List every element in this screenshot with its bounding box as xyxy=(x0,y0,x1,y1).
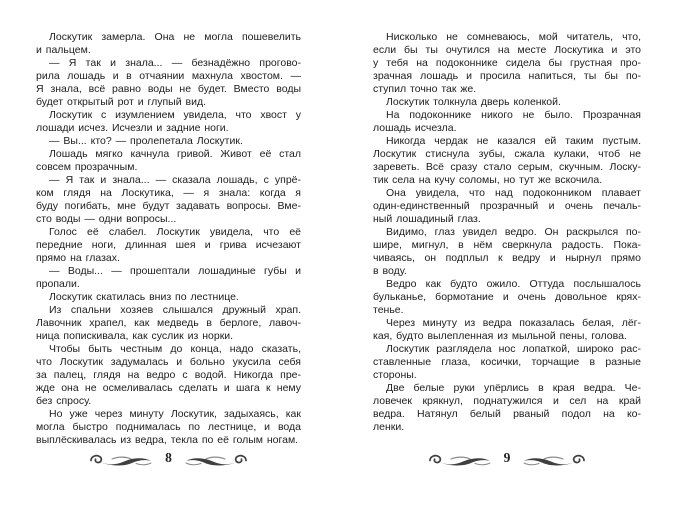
page-left-footer xyxy=(36,449,301,471)
text-line: Она увидела, что над подоконником плавает xyxy=(386,187,641,199)
page-right xyxy=(373,0,641,505)
text-line: лошади исчез. Исчезли и задние ноги. xyxy=(36,122,229,134)
text-line: пропали. xyxy=(36,278,80,290)
text-line: и пальцем. xyxy=(36,44,91,56)
page-number: 8 xyxy=(165,450,172,465)
page-left xyxy=(36,0,301,505)
text-line: ленки. xyxy=(373,421,405,433)
text-line: Лоскутик с изумлением увидела, что хвост у xyxy=(49,109,301,121)
text-line: Лоскутик скатилась вниз по лестнице. xyxy=(49,291,239,303)
text-line: зареветь. Всё сразу стало серым, скучным. Лоску- xyxy=(373,161,641,173)
text-line: стороны. xyxy=(373,369,417,381)
text-line: тенье. xyxy=(373,304,404,316)
text-line: Две белые руки упёрлись в края ведра. Че- xyxy=(386,382,641,394)
text-line: буду погибать, мне будут задавать вопросы. Вме- xyxy=(36,200,301,212)
text-line: ком глядя на Лоскутика, — я знала: когда я xyxy=(36,187,301,199)
text-line: будет открытый рот и глупый вид. xyxy=(36,96,207,108)
page-right-text xyxy=(373,0,641,434)
text-line: ведра. Натянул белый рваный подол на ко- xyxy=(373,408,641,420)
text-line: совсем прозрачным. xyxy=(36,161,138,173)
page-number: 9 xyxy=(503,450,511,465)
text-line: Лоскутик стиснула зубы, сжала кулаки, чтоб не xyxy=(373,148,641,160)
flourish-ornament-icon xyxy=(427,452,493,468)
flourish-ornament-icon xyxy=(183,452,249,468)
text-line: Нисколько не сомневаюсь, мой читатель, что, xyxy=(386,31,641,43)
text-line: Ведро как будто ожило. Оттуда послышалось xyxy=(386,278,641,290)
text-line: Через минуту из ведра показалась белая, лёг- xyxy=(386,317,641,329)
text-line: могла быстро поднималась по лестнице, и вода xyxy=(36,421,301,433)
text-line: без спросу. xyxy=(36,395,92,407)
text-line: передние ноги, длинная шея и грива исчезают xyxy=(36,239,301,251)
text-line: у тебя на подоконнике сидела бы грустная про- xyxy=(373,57,641,69)
text-line: лошадь исчезла. xyxy=(373,122,457,134)
text-line: Никогда чердак не казался ей таким пустым. xyxy=(386,135,641,147)
text-line: рила лошадь и в отчаянии махнула хвостом. — xyxy=(36,70,301,82)
text-line: выплёскивалась из ведра, текла по её голым ногам. xyxy=(36,434,299,446)
text-line: Лоскутик замерла. Она не могла пошевелить xyxy=(49,31,301,43)
text-line: Я знала, всё равно воды не будет. Вместо воды xyxy=(36,83,301,95)
text-line: Голос её слабел. Лоскутик увидела, что её xyxy=(49,226,301,238)
text-line: На подоконнике никого не было. Прозрачная xyxy=(386,109,641,121)
text-line: Лавочник храпел, как медведь в берлоге, лавоч- xyxy=(36,317,301,329)
text-line: Лоскутик разглядела нос лопаткой, широко рас- xyxy=(386,343,641,355)
text-line: — Вы... кто? — пролепетала Лоскутик. xyxy=(49,135,243,147)
text-line: если бы ты очутился на месте Лоскутика и это xyxy=(373,44,641,56)
text-line: Чтобы быть честным до конца, надо сказать, xyxy=(49,343,301,355)
text-line: чиваясь, он подплыл к ведру и нырнул прямо xyxy=(373,252,641,264)
text-line: — Воды... — прошептали лошадиные губы и xyxy=(49,265,301,277)
text-line: один-единственный прозрачный и очень печаль- xyxy=(373,200,641,212)
text-line: Лошадь мягко качнула гривой. Живот её стал xyxy=(49,148,301,160)
text-line: Видимо, глаз увидел ведро. Он раскрылся по- xyxy=(386,226,641,238)
text-line: бульканье, бормотание и очень довольное крях- xyxy=(373,291,641,303)
text-line: — Я так и знала... — безнадёжно прогово- xyxy=(49,57,301,69)
text-line: за палец, глядя на ведро с водой. Никогда пре- xyxy=(36,369,301,381)
text-line: ловечек крякнул, поднатужился и сел на край xyxy=(373,395,641,407)
text-line: ный лошадиный глаз. xyxy=(373,213,481,225)
text-line: зрачная лошадь и просила напиться, ты бы по- xyxy=(373,70,641,82)
text-line: в воду. xyxy=(373,265,407,277)
text-line: сто воды — одни вопросы... xyxy=(36,213,177,225)
text-line: Но уже через минуту Лоскутик, задыхаясь, как xyxy=(49,408,301,420)
text-line: жде она не осмеливалась сделать и шага к нему xyxy=(36,382,301,394)
flourish-ornament-icon xyxy=(521,452,587,468)
text-line: тик села на кучу соломы, но тут же вскочила. xyxy=(373,174,603,186)
text-line: ница попискивала, как суслик из норки. xyxy=(36,330,234,342)
page-left-text xyxy=(36,0,301,447)
flourish-ornament-icon xyxy=(88,452,154,468)
text-line: Из спальни хозяев слышался дружный храп. xyxy=(49,304,301,316)
text-line: — Я так и знала... — сказала лошадь, с упрё- xyxy=(49,174,301,186)
text-line: ступил точно так же. xyxy=(373,83,477,95)
page-right-footer xyxy=(373,449,641,471)
text-line: кая, будто вылепленная из мыльной пены, голова. xyxy=(373,330,627,342)
text-line: что Лоскутик задумалась и больно укусила себя xyxy=(36,356,301,368)
text-line: шире, мигнул, в нём сверкнула радость. Пока- xyxy=(373,239,641,251)
text-line: ставленные глаза, косички, торчащие в разные xyxy=(373,356,641,368)
text-line: Лоскутик толкнула дверь коленкой. xyxy=(386,96,561,108)
text-line: прямо на глазах. xyxy=(36,252,120,264)
